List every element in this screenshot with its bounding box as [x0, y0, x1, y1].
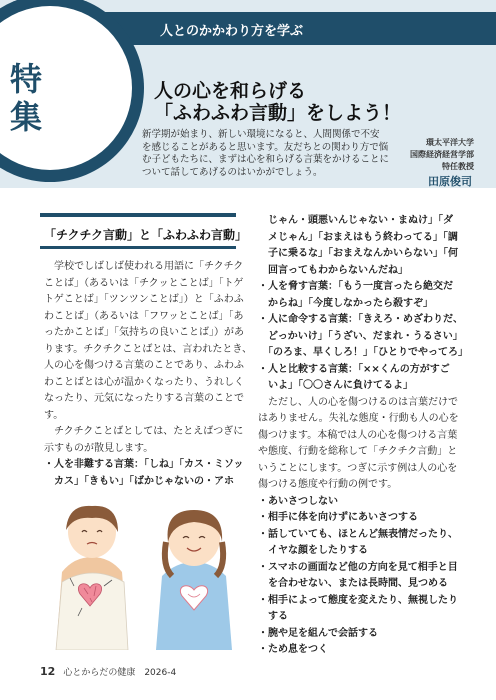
body-line: 子に乗るな」「おまえなんかいらない」「何	[258, 248, 458, 259]
body-line: 示すものが散見します。	[44, 442, 154, 454]
body-line: ・あいさつしない	[258, 495, 338, 507]
intro-text	[142, 129, 390, 179]
body-line: 傷つけます。本稿では人の心を傷つける言葉	[258, 429, 458, 441]
section-heading: 「チクチク言動」と「ふわふわ言動」	[44, 228, 248, 242]
body-line: 回言ってもわからないんだね」	[258, 264, 408, 276]
sad-child-figure	[56, 506, 128, 650]
right-column	[258, 213, 480, 659]
body-line: わことばとは心が温かくなったり、うれしく	[44, 376, 244, 388]
body-line: ・腕や足を組んで会話する	[258, 627, 378, 639]
body-line: する	[258, 611, 288, 622]
body-line: メじゃん」「おまえはもう終わってる」「調	[258, 231, 458, 243]
affiliation-line: 特任教授	[442, 162, 474, 171]
page-footer	[40, 665, 176, 678]
body-line: ・人を脅す言葉：「もう一度言ったら絶交だ	[258, 281, 453, 292]
body-line: ・人を非難する言葉：「しね」「カス・ミソッ	[44, 459, 244, 470]
body-line: ことば」（あるいは「チクッとことば」「トゲ	[44, 277, 244, 289]
body-line: ・人と比較する言葉：「××くんの方がすご	[258, 363, 450, 375]
body-line: を合わせない、または長時間、見つめる	[258, 578, 448, 589]
body-line: いうことにします。つぎに示す例は人の心を	[258, 462, 458, 474]
article-subtitle: 人とのかかわり方を学ぶ	[160, 24, 304, 39]
body-line: ・ため息をつく	[258, 644, 328, 655]
magazine-issue: 心とからだの健康 2026-4	[63, 668, 177, 678]
body-line: 学校でしばしば使われる用語に「チクチク	[44, 261, 244, 272]
body-line: ります。チクチクことばとは、言われたとき、	[44, 343, 252, 355]
intro-line: を感じることがあると思います。友だちとの関わり方で悩	[142, 141, 389, 153]
left-column	[44, 259, 252, 490]
body-line: や態度、行動を総称して「チクチク言動」と	[258, 446, 458, 457]
body-line: 傷つける態度や行動の例です。	[258, 479, 398, 490]
body-line: チクチクことばとしては、たとえばつぎに	[44, 426, 244, 437]
body-line: からね」「今度しなかったら殺すぞ」	[258, 297, 433, 309]
happy-child-figure	[156, 510, 232, 650]
body-line: ただし、人の心を傷つけるのは言葉だけで	[258, 396, 458, 408]
body-line: ・スマホの画面など他の方向を見て相手と目	[258, 561, 458, 573]
page-number: 12	[40, 665, 56, 678]
intro-line: 新学期が始まり、新しい環境になると、人間関係で不安	[142, 129, 380, 140]
body-line: トゲことば」「ツンツンことば」）と「ふわふ	[44, 294, 244, 305]
body-line: はありません。失礼な態度・行動も人の心を	[258, 413, 459, 424]
intro-line: む子どもたちに、まずは心を和らげる言葉をかけることに	[142, 154, 390, 165]
body-line: 「のろま、早くしろ！」「ひとりでやってろ」	[258, 347, 468, 358]
affiliation-line: 国際経済経営学部	[410, 150, 474, 159]
body-line: わことば」（あるいは「フワッとことば」「あ	[44, 310, 244, 322]
article-title-line-2: 「ふわふわ言動」をしよう！	[154, 102, 402, 124]
body-line: ・相手に体を向けずにあいさつする	[258, 512, 418, 523]
body-line: イヤな顔をしたりする	[258, 545, 368, 556]
body-line: 人の心を傷つける言葉のことであり、ふわふ	[44, 360, 244, 371]
body-line: ったかことば」「気持ちの良いことば」）があ	[44, 327, 244, 338]
body-line: なったり、元気になったりする言葉のことで	[44, 393, 244, 404]
intro-line: ついて話してあげるのはいかがでしょう。	[142, 166, 323, 178]
body-line: ・人に命令する言葉：「きえろ・めざわりだ、	[258, 314, 463, 325]
children-illustration	[44, 502, 244, 650]
body-line: じゃん・頭悪いんじゃない・まぬけ」「ダ	[258, 215, 453, 226]
author-name: 田原俊司	[428, 175, 472, 188]
section-bottom-rule	[40, 246, 236, 249]
article-title-line-1: 人の心を和らげる	[154, 80, 307, 102]
author-affiliation	[410, 137, 474, 173]
section-top-rule	[40, 213, 236, 217]
body-line: ・相手によって態度を変えたり、無視したり	[258, 594, 458, 606]
body-line: どっかいけ」「うざい、だまれ・うるさい」	[258, 330, 463, 342]
body-line: ・話していても、ほとんど無表情だったり、	[258, 528, 458, 540]
feature-badge: 特集	[10, 60, 43, 136]
body-line: す。	[44, 409, 64, 421]
body-line: カス」「きもい」「ばかじゃないの・アホ	[44, 475, 234, 487]
affiliation-line: 環太平洋大学	[426, 138, 474, 147]
body-line: いよ」「〇〇さんに負けてるよ」	[258, 380, 413, 391]
